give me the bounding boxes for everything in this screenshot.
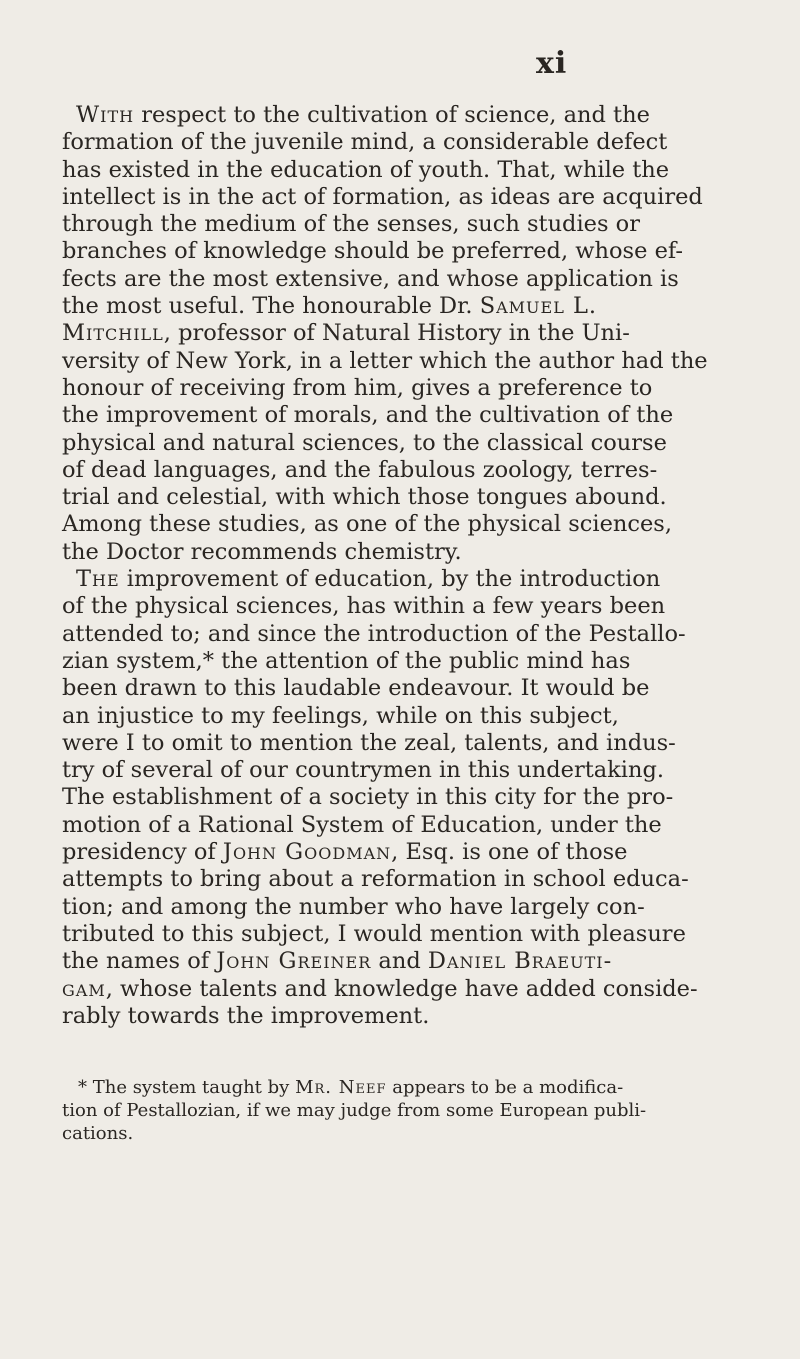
text-span: fects are the most extensive, and whose application is [62,265,679,292]
text-line [62,648,752,675]
text-line [62,593,752,620]
text-span: , professor of Natural History in the Uni- [163,320,630,347]
text-line [62,1076,752,1099]
text-line [62,293,752,320]
text-line [62,730,752,757]
text-span: tion; and among the number who have largely con- [62,893,645,920]
text-span: appears to be a modifica- [386,1077,624,1098]
text-span: physical and natural sciences, to the classical course [62,429,667,456]
text-span: motion of a Rational System of Education, under the [62,811,662,838]
text-line [62,511,752,538]
body-text [62,102,752,1030]
text-line [62,266,752,293]
text-span: the improvement of morals, and the cultivation of the [62,402,674,429]
small-caps-text: Daniel Braeuti- [427,948,613,975]
text-line [62,457,752,484]
small-caps-text: gam [62,975,106,1002]
text-span: Among these studies, as one of the physical sciences, [62,511,673,538]
text-span: intellect is in the act of formation, as ideas are acquired [62,183,703,210]
text-line [62,539,752,566]
text-span: improvement of education, by the introduction [119,566,661,593]
text-span: trial and celestial, with which those tongues abound. [62,484,667,511]
page-number: xi [536,46,568,81]
small-caps-text: With [76,102,135,128]
text-span: the Doctor recommends chemistry. [62,538,462,565]
text-line [62,894,752,921]
text-line [62,921,752,948]
text-span: formation of the juvenile mind, a considerable defect [62,129,668,156]
text-span: try of several of our countrymen in this undertaking. [62,757,665,784]
text-line [62,866,752,893]
small-caps-text: John Greiner [216,948,372,975]
paragraph [62,102,752,566]
small-caps-text: Mr. Neef [295,1077,387,1098]
text-line [62,320,752,347]
text-line [62,184,752,211]
text-span: through the medium of the senses, such studies or [62,211,640,238]
text-span: tributed to this subject, I would mention with pleasure [62,920,686,947]
text-span: the most useful. The honourable Dr. [62,293,480,320]
text-span: branches of knowledge should be preferred, whose ef- [62,238,684,265]
text-span: attempts to bring about a reformation in school educa- [62,866,689,893]
text-line [62,102,752,129]
text-span: of dead languages, and the fabulous zoology, terres- [62,456,658,483]
small-caps-text: Samuel L. [479,293,598,320]
text-line [62,1003,752,1030]
text-line [62,348,752,375]
text-span: and [371,948,428,975]
text-line [62,948,752,975]
text-span: the names of [62,948,217,975]
text-line [62,402,752,429]
text-span: * The system taught by [78,1077,296,1098]
text-line [62,566,752,593]
text-span: zian system,* the attention of the public mind has [62,647,631,674]
text-span: an injustice to my feelings, while on this subject, [62,702,619,729]
text-line [62,976,752,1003]
text-span: The establishment of a society in this city for the pro- [62,784,674,811]
text-line [62,1099,752,1122]
small-caps-text: John Goodman [222,839,392,866]
text-span: presidency of [62,839,223,866]
text-line [62,375,752,402]
text-line [62,484,752,511]
text-span: honour of receiving from him, gives a preference to [62,374,653,401]
text-line [62,675,752,702]
text-span: versity of New York, in a letter which the author had the [62,347,708,374]
text-span: been drawn to this laudable endeavour. It would be [62,675,650,702]
text-line [62,238,752,265]
text-span: cations. [62,1123,134,1144]
text-span: of the physical sciences, has within a few years been [62,593,666,620]
text-span: tion of Pestallozian, if we may judge from some European publi- [62,1100,647,1121]
footnote [62,1076,752,1145]
text-line [62,757,752,784]
text-span: were I to omit to mention the zeal, talents, and indus- [62,729,676,756]
text-line [62,211,752,238]
text-line [62,621,752,648]
text-line [62,129,752,156]
text-span: attended to; and since the introduction of the Pestallo- [62,620,686,647]
small-caps-text: The [76,566,120,593]
text-line [62,812,752,839]
text-line [62,703,752,730]
text-span: , whose talents and knowledge have added conside- [105,975,698,1002]
text-span: respect to the cultivation of science, and the [134,102,650,128]
text-line [62,784,752,811]
text-span: , Esq. is one of those [391,839,628,866]
small-caps-text: Mitchill [62,320,164,347]
text-line [62,839,752,866]
text-line [62,430,752,457]
paragraph [62,566,752,1030]
text-span: has existed in the education of youth. That, while the [62,156,670,183]
text-span: rably towards the improvement. [62,1002,430,1029]
text-line [62,1122,752,1145]
text-line [62,157,752,184]
